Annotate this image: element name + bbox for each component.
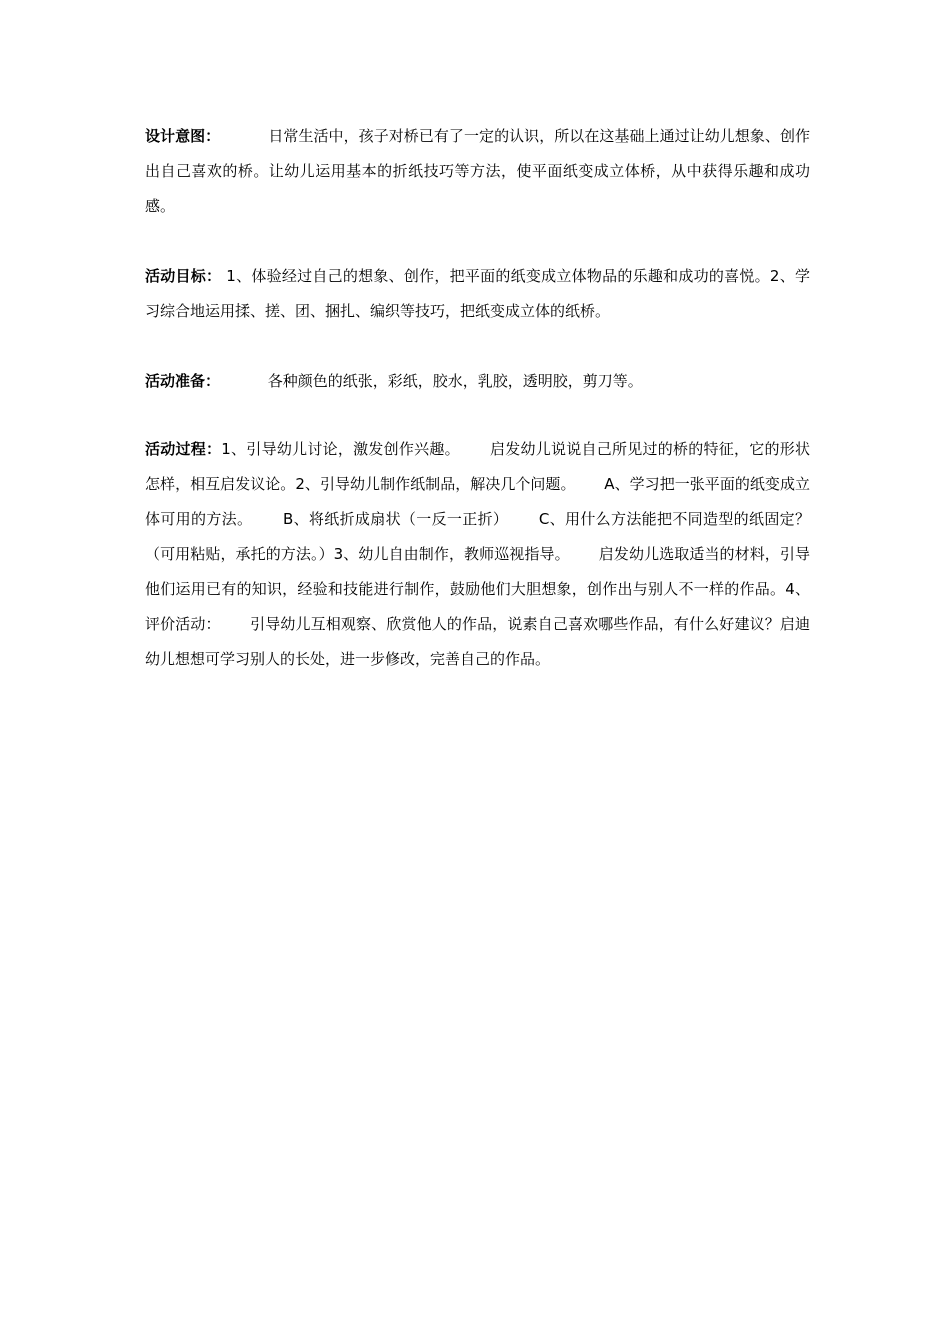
activity-process-label: 活动过程： xyxy=(145,440,222,458)
design-intent-text: 日常生活中，孩子对桥已有了一定的认识，所以在这基础上通过让幼儿想象、创作出自己喜欢的桥。让幼儿运用基本的折纸技巧等方法，使平面纸变成立体桥，从中获得乐趣和成功感。 xyxy=(145,127,810,215)
design-intent-paragraph xyxy=(145,119,810,224)
design-intent-label: 设计意图： xyxy=(145,127,221,145)
activity-preparation-paragraph xyxy=(145,364,810,399)
activity-preparation-text: 各种颜色的纸张，彩纸，胶水，乳胶，透明胶，剪刀等。 xyxy=(220,372,643,390)
activity-preparation-label: 活动准备： xyxy=(145,372,221,390)
activity-process-paragraph xyxy=(145,432,810,677)
activity-goals-label: 活动目标： xyxy=(145,267,222,285)
activity-goals-text: 1、体验经过自己的想象、创作，把平面的纸变成立体物品的乐趣和成功的喜悦。2、学习综合地运用揉、搓、团、捆扎、编织等技巧，把纸变成立体的纸桥。 xyxy=(145,267,810,320)
activity-goals-paragraph xyxy=(145,259,810,329)
activity-process-text: 1、引导幼儿讨论，激发创作兴趣。 启发幼儿说说自己所见过的桥的特征，它的形状怎样，相互启发议论。2、引导幼儿制作纸制品，解决几个问题。 A、学习把一张平面的纸变成立体可用的方法。 B、将纸折成扇状（一反一正折） C、用什么方法能把不同造型的纸固定？（可用粘贴，承托的方法。）3、幼儿自由制作，教师巡视指导。 启发幼儿选取适当的材料，引导他们运用已有的知识，经验和技能进行制作，鼓励他们大胆想象，创作出与别人不一样的作品。4、评价活动： 引导幼儿互相观察、欣赏他人的作品，说素自己喜欢哪些作品，有什么好建议？启迪幼儿想想可学习别人的长处，进一步修改，完善自己的作品。 xyxy=(145,440,810,668)
